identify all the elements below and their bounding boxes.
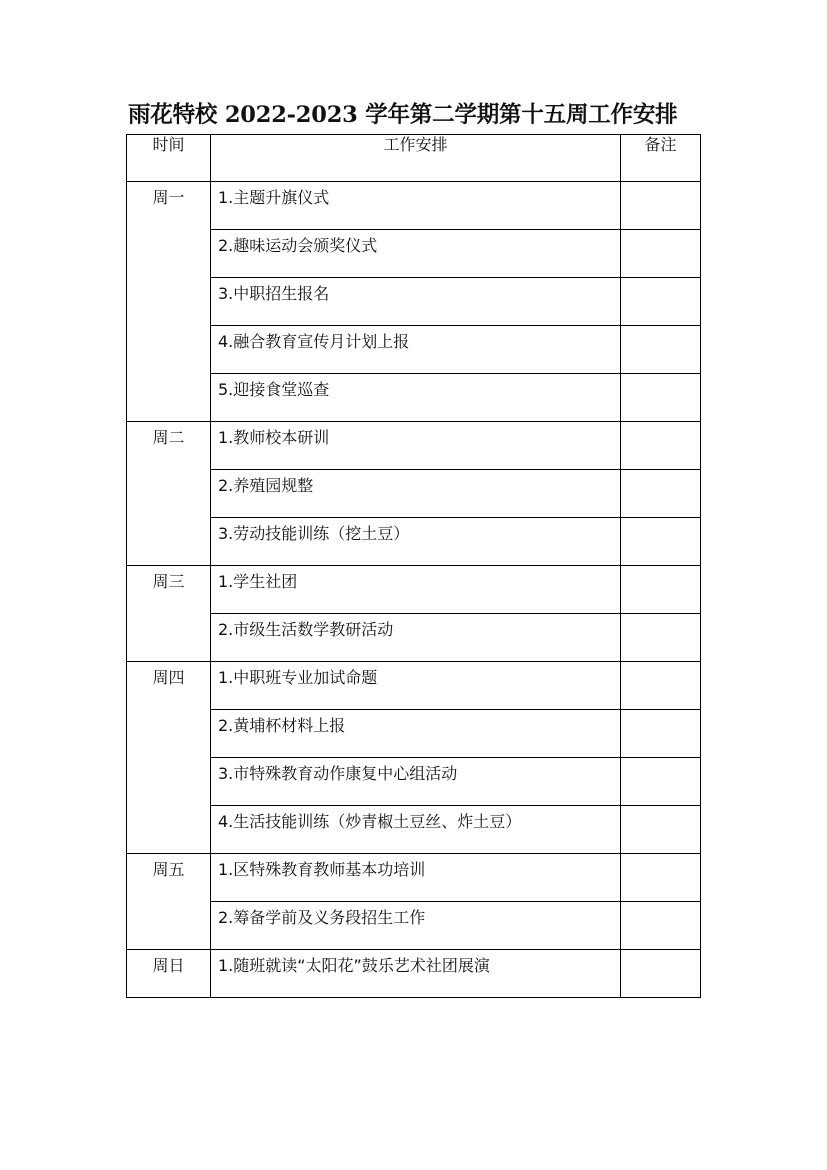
task-cell: 3.劳动技能训练（挖土豆） xyxy=(211,518,621,566)
day-cell-friday: 周五 xyxy=(127,854,211,950)
day-cell-sunday: 周日 xyxy=(127,950,211,998)
task-cell: 2.筹备学前及义务段招生工作 xyxy=(211,902,621,950)
table-row xyxy=(127,758,701,806)
task-cell: 1.随班就读“太阳花”鼓乐艺术社团展演 xyxy=(211,950,621,998)
note-cell xyxy=(621,662,701,710)
header-time: 时间 xyxy=(127,135,211,182)
table-row xyxy=(127,278,701,326)
table-row xyxy=(127,182,701,230)
table-row xyxy=(127,566,701,614)
task-cell: 1.主题升旗仪式 xyxy=(211,182,621,230)
header-arrangement: 工作安排 xyxy=(211,135,621,182)
task-cell: 1.教师校本研训 xyxy=(211,422,621,470)
task-cell: 2.黄埔杯材料上报 xyxy=(211,710,621,758)
table-header-row xyxy=(127,135,701,182)
note-cell xyxy=(621,518,701,566)
note-cell xyxy=(621,806,701,854)
note-cell xyxy=(621,422,701,470)
note-cell xyxy=(621,278,701,326)
note-cell xyxy=(621,566,701,614)
note-cell xyxy=(621,230,701,278)
task-cell: 1.学生社团 xyxy=(211,566,621,614)
table-row xyxy=(127,806,701,854)
task-cell: 4.生活技能训练（炒青椒土豆丝、炸土豆） xyxy=(211,806,621,854)
task-cell: 1.区特殊教育教师基本功培训 xyxy=(211,854,621,902)
note-cell xyxy=(621,758,701,806)
table-row xyxy=(127,326,701,374)
header-notes: 备注 xyxy=(621,135,701,182)
note-cell xyxy=(621,710,701,758)
task-cell: 3.市特殊教育动作康复中心组活动 xyxy=(211,758,621,806)
table-row xyxy=(127,422,701,470)
table-row xyxy=(127,518,701,566)
note-cell xyxy=(621,326,701,374)
note-cell xyxy=(621,950,701,998)
page-title: 雨花特校 2022-2023 学年第二学期第十五周工作安排 xyxy=(128,102,678,128)
task-cell: 2.市级生活数学教研活动 xyxy=(211,614,621,662)
table-row xyxy=(127,614,701,662)
note-cell xyxy=(621,902,701,950)
note-cell xyxy=(621,614,701,662)
day-cell-monday: 周一 xyxy=(127,182,211,422)
note-cell xyxy=(621,374,701,422)
task-cell: 5.迎接食堂巡查 xyxy=(211,374,621,422)
table-row xyxy=(127,950,701,998)
day-cell-tuesday: 周二 xyxy=(127,422,211,566)
table-row xyxy=(127,374,701,422)
table-row xyxy=(127,902,701,950)
note-cell xyxy=(621,854,701,902)
note-cell xyxy=(621,470,701,518)
table-row xyxy=(127,710,701,758)
table-row xyxy=(127,662,701,710)
note-cell xyxy=(621,182,701,230)
schedule-table xyxy=(126,134,701,998)
task-cell: 4.融合教育宣传月计划上报 xyxy=(211,326,621,374)
task-cell: 1.中职班专业加试命题 xyxy=(211,662,621,710)
task-cell: 3.中职招生报名 xyxy=(211,278,621,326)
task-cell: 2.趣味运动会颁奖仪式 xyxy=(211,230,621,278)
table-row xyxy=(127,854,701,902)
table-row xyxy=(127,230,701,278)
day-cell-wednesday: 周三 xyxy=(127,566,211,662)
table-row xyxy=(127,470,701,518)
task-cell: 2.养殖园规整 xyxy=(211,470,621,518)
day-cell-thursday: 周四 xyxy=(127,662,211,854)
